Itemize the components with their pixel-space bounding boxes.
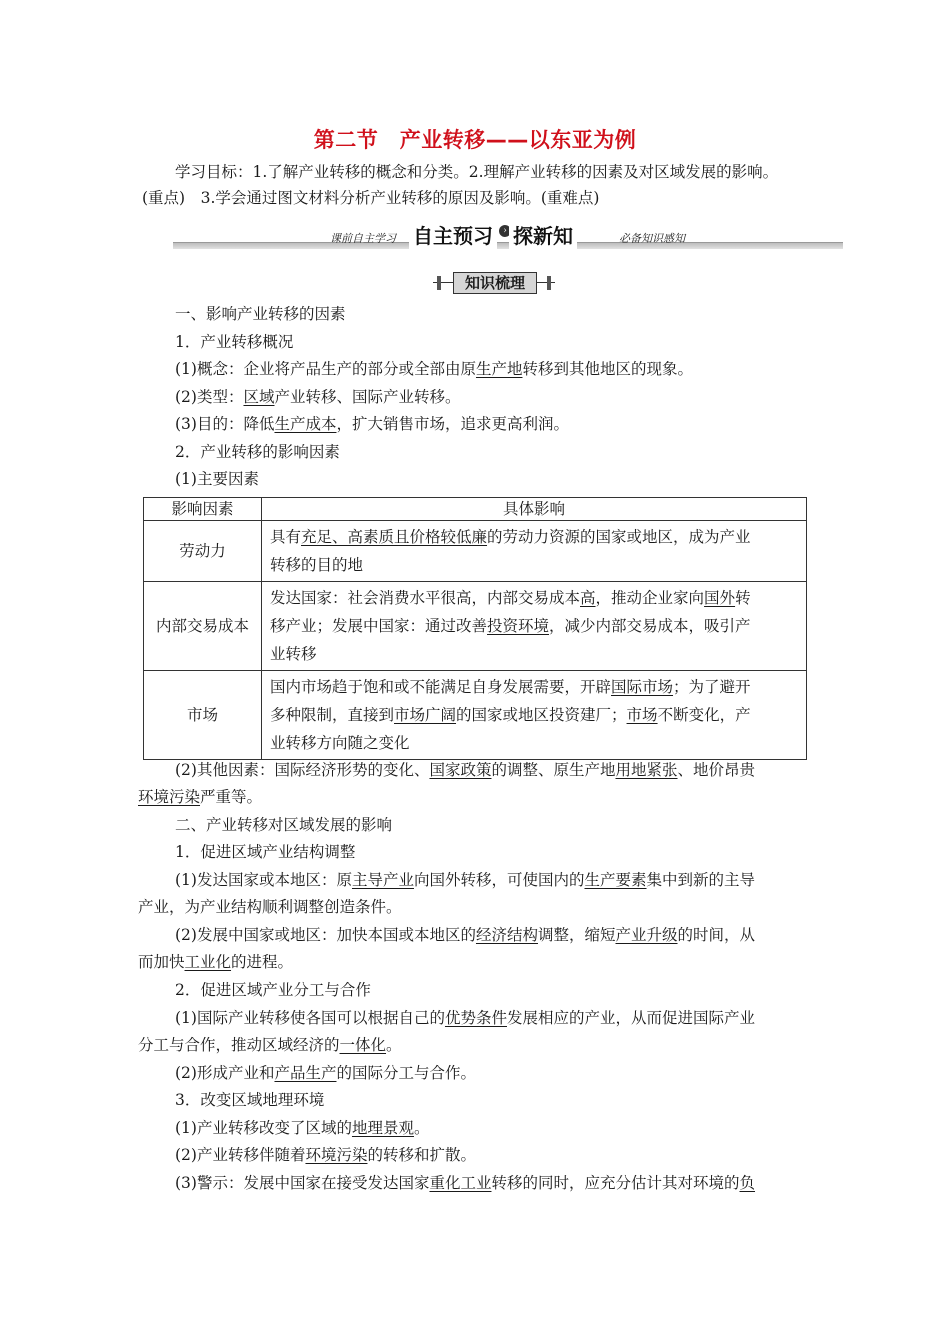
p3-line1: (1)国际产业转移使各国可以根据自己的优势条件发展相应的产业，从而促进国际产业: [175, 1009, 755, 1027]
banner-main-1: 自主预习: [409, 220, 497, 249]
section-banner: [173, 220, 843, 254]
p3-line2: 分工与合作，推动区域经济的一体化。: [138, 1036, 402, 1054]
section-2-heading: 二、产业转移对区域发展的影响: [175, 816, 393, 834]
aim-line: (3)目的：降低生产成本，扩大销售市场，追求更高利润。: [175, 415, 569, 433]
table-header-factor: 影响因素: [144, 498, 262, 521]
table-header-impact: 具体影响: [262, 498, 807, 521]
concept-line: (1)概念：企业将产品生产的部分或全部由原生产地转移到其他地区的现象。: [175, 360, 693, 378]
p6-line: (2)产业转移伴随着环境污染的转移和扩散。: [175, 1146, 476, 1164]
knowledge-label-box: [433, 272, 555, 294]
subsection-2-3: 3．改变区域地理环境: [175, 1091, 325, 1109]
p5-line: (1)产业转移改变了区域的地理景观。: [175, 1119, 430, 1137]
table-row: [144, 671, 807, 760]
subsection-1-1: 1．产业转移概况: [175, 333, 294, 351]
factors-table: [143, 497, 807, 760]
row-labor-name: 劳动力: [144, 521, 262, 582]
row-cost-impact: 发达国家：社会消费水平很高，内部交易成本高，推动企业家向国外转 移产业；发展中国家：通过改善投资环境，减少内部交易成本，吸引产 业转移: [262, 582, 807, 671]
banner-main-2: 探新知: [509, 220, 577, 249]
type-line: (2)类型：区域产业转移、国际产业转移。: [175, 388, 461, 406]
chevron-right-icon: ›: [499, 225, 511, 237]
section-1-heading: 一、影响产业转移的因素: [175, 305, 346, 323]
banner-bar: [173, 242, 843, 249]
subsection-2-1: 1．促进区域产业结构调整: [175, 843, 356, 861]
row-cost-name: 内部交易成本: [144, 582, 262, 671]
p7-line: (3)警示：发展中国家在接受发达国家重化工业转移的同时，应充分估计其对环境的负: [175, 1174, 756, 1192]
p1-line2: 产业，为产业结构顺利调整创造条件。: [138, 898, 402, 916]
learning-goals-line1: 学习目标：1.了解产业转移的概念和分类。2.理解产业转移的因素及对区域发展的影响。: [175, 163, 779, 181]
page-title: 第二节 产业转移——以东亚为例: [313, 128, 637, 152]
p1-line1: (1)发达国家或本地区：原主导产业向国外转移，可使国内的生产要素集中到新的主导: [175, 871, 756, 889]
other-factors-line1: (2)其他因素：国际经济形势的变化、国家政策的调整、原生产地用地紧张、地价昂贵: [175, 761, 756, 779]
row-market-impact: 国内市场趋于饱和或不能满足自身发展需要，开辟国际市场；为了避开 多种限制，直接到市场广阔的国家或地区投资建厂；市场不断变化，产 业转移方向随之变化: [262, 671, 807, 760]
table-header-row: [144, 498, 807, 521]
table-row: [144, 521, 807, 582]
row-labor-impact: 具有充足、高素质且价格较低廉的劳动力资源的国家或地区，成为产业 转移的目的地: [262, 521, 807, 582]
subsection-1-2: 2．产业转移的影响因素: [175, 443, 340, 461]
row-market-name: 市场: [144, 671, 262, 760]
other-factors-line2: 环境污染严重等。: [138, 788, 263, 806]
banner-right-small: 必备知识感知: [619, 232, 685, 245]
learning-goals-line2: (重点) 3.学会通过图文材料分析产业转移的原因及影响。(重难点): [142, 189, 600, 207]
main-factors-label: (1)主要因素: [175, 470, 259, 488]
banner-left-small: 课前自主学习: [330, 232, 396, 245]
p2-line1: (2)发展中国家或地区：加快本国或本地区的经济结构调整，缩短产业升级的时间，从: [175, 926, 756, 944]
table-row: [144, 582, 807, 671]
p4-line: (2)形成产业和产品生产的国际分工与合作。: [175, 1064, 476, 1082]
p2-line2: 而加快工业化的进程。: [138, 953, 294, 971]
knowledge-label: 知识梳理: [453, 272, 537, 294]
subsection-2-2: 2．促进区域产业分工与合作: [175, 981, 371, 999]
